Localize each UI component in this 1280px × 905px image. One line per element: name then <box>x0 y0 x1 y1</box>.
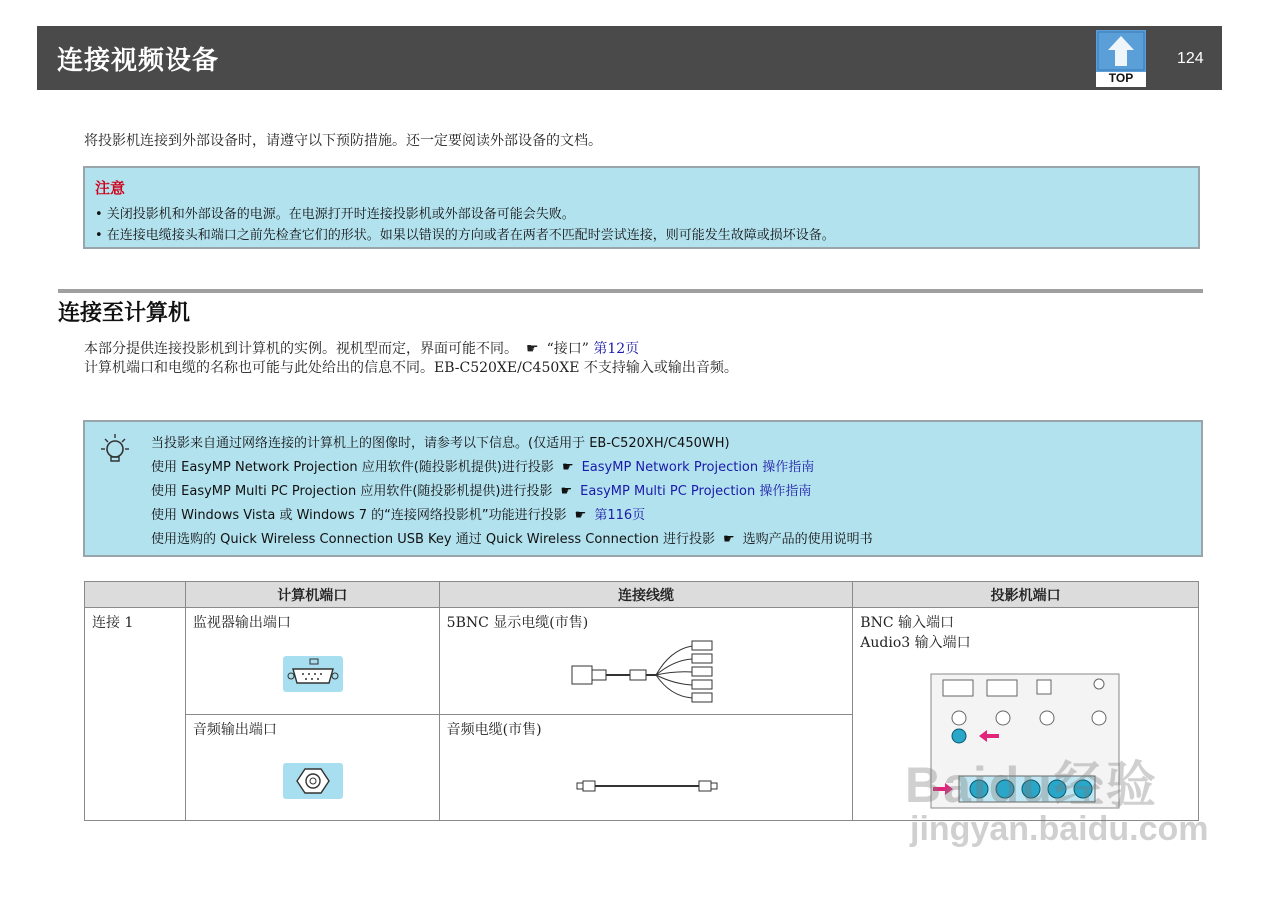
pointing-hand-icon: ☛ <box>526 341 539 357</box>
caution-item: • 关闭投影机和外部设备的电源。在电源打开时连接投影机或外部设备可能会失败。 <box>95 207 575 222</box>
note-text: 使用 EasyMP Multi PC Projection 应用软件(随投影机提供)进行投影 <box>151 484 553 499</box>
intro-text: 将投影机连接到外部设备时，请遵守以下预防措施。还一定要阅读外部设备的文档。 <box>84 133 602 149</box>
table-row <box>85 608 1199 715</box>
note-text: 使用 EasyMP Network Projection 应用软件(随投影机提供)进行投影 <box>151 460 554 475</box>
computer-port-cell <box>185 715 439 821</box>
computer-port-cell <box>185 608 439 715</box>
pointing-hand-icon: ☛ <box>561 460 574 475</box>
top-label: TOP <box>1108 71 1134 85</box>
note-ref: 选购产品的使用说明书 <box>742 532 873 547</box>
multi-pc-projection-guide-link[interactable]: EasyMP Multi PC Projection 操作指南 <box>580 484 812 499</box>
top-home-icon <box>1096 30 1146 72</box>
caution-title: 注意 <box>95 179 126 197</box>
caution-box <box>83 166 1200 249</box>
table-header <box>85 582 186 608</box>
cable-name: 5BNC 显示电缆(市售) <box>446 615 589 631</box>
section-line-1 <box>84 338 639 358</box>
network-projection-guide-link[interactable]: EasyMP Network Projection 操作指南 <box>581 460 815 475</box>
monitor-port-icon <box>283 656 343 692</box>
section-title: 连接至计算机 <box>58 301 191 326</box>
note-line: 当投影来自通过网络连接的计算机上的图像时，请参考以下信息。(仅适用于 EB-C520XH/C450WH) <box>151 436 730 451</box>
row-label: 连接 1 <box>92 615 134 631</box>
idea-hint-icon <box>97 432 133 468</box>
section-line-2: 计算机端口和电缆的名称也可能与此处给出的信息不同。EB-C520XE/C450XE 不支持输入或输出音频。 <box>84 360 738 376</box>
cable-cell <box>439 608 853 715</box>
note-box <box>83 420 1203 557</box>
table-header: 计算机端口 <box>185 582 439 608</box>
projector-port-audio3: Audio3 输入端口 <box>860 635 971 651</box>
caution-item: • 在连接电缆接头和端口之前先检查它们的形状。如果以错误的方向或者在两者不匹配时尝试连接，则可能发生故障或损坏设备。 <box>95 228 835 243</box>
watermark: Baidu经验 <box>905 757 1158 813</box>
page-link-116[interactable]: 第116页 <box>594 508 646 523</box>
pointing-hand-icon: ☛ <box>574 508 587 523</box>
pointing-hand-icon: ☛ <box>723 532 735 547</box>
note-line <box>151 528 873 547</box>
table-header-row <box>85 582 1199 608</box>
cable-name: 音频电缆(市售) <box>446 722 542 738</box>
page-header <box>37 26 1222 90</box>
table-header: 连接线缆 <box>439 582 853 608</box>
note-line <box>151 480 811 499</box>
audio-cable-icon <box>575 779 720 793</box>
page-number: 124 <box>1177 50 1204 67</box>
projector-port-bnc: BNC 输入端口 <box>860 615 954 631</box>
row-label-cell <box>85 608 186 821</box>
watermark-url: jingyan.baidu.com <box>910 810 1209 848</box>
audio-port-icon <box>283 763 343 799</box>
note-text: 使用选购的 Quick Wireless Connection USB Key 通过 Quick Wireless Connection 进行投影 <box>151 532 715 547</box>
page-link-12[interactable]: 第12页 <box>593 341 640 357</box>
cable-cell <box>439 715 853 821</box>
computer-port: 监视器输出端口 <box>192 615 291 631</box>
pointing-hand-icon: ☛ <box>560 484 573 499</box>
section-ref: “接口” <box>546 341 589 357</box>
note-line <box>151 504 645 523</box>
note-line <box>151 456 814 475</box>
section-divider <box>58 289 1203 293</box>
bnc-cable-icon <box>570 638 720 710</box>
table-header: 投影机端口 <box>853 582 1199 608</box>
page-title: 连接视频设备 <box>57 46 220 76</box>
computer-port: 音频输出端口 <box>192 722 277 738</box>
section-text: 本部分提供连接投影机到计算机的实例。视机型而定，界面可能不同。 <box>84 341 518 357</box>
top-button[interactable] <box>1096 30 1146 87</box>
note-text: 使用 Windows Vista 或 Windows 7 的“连接网络投影机”功能进行投影 <box>151 508 567 523</box>
